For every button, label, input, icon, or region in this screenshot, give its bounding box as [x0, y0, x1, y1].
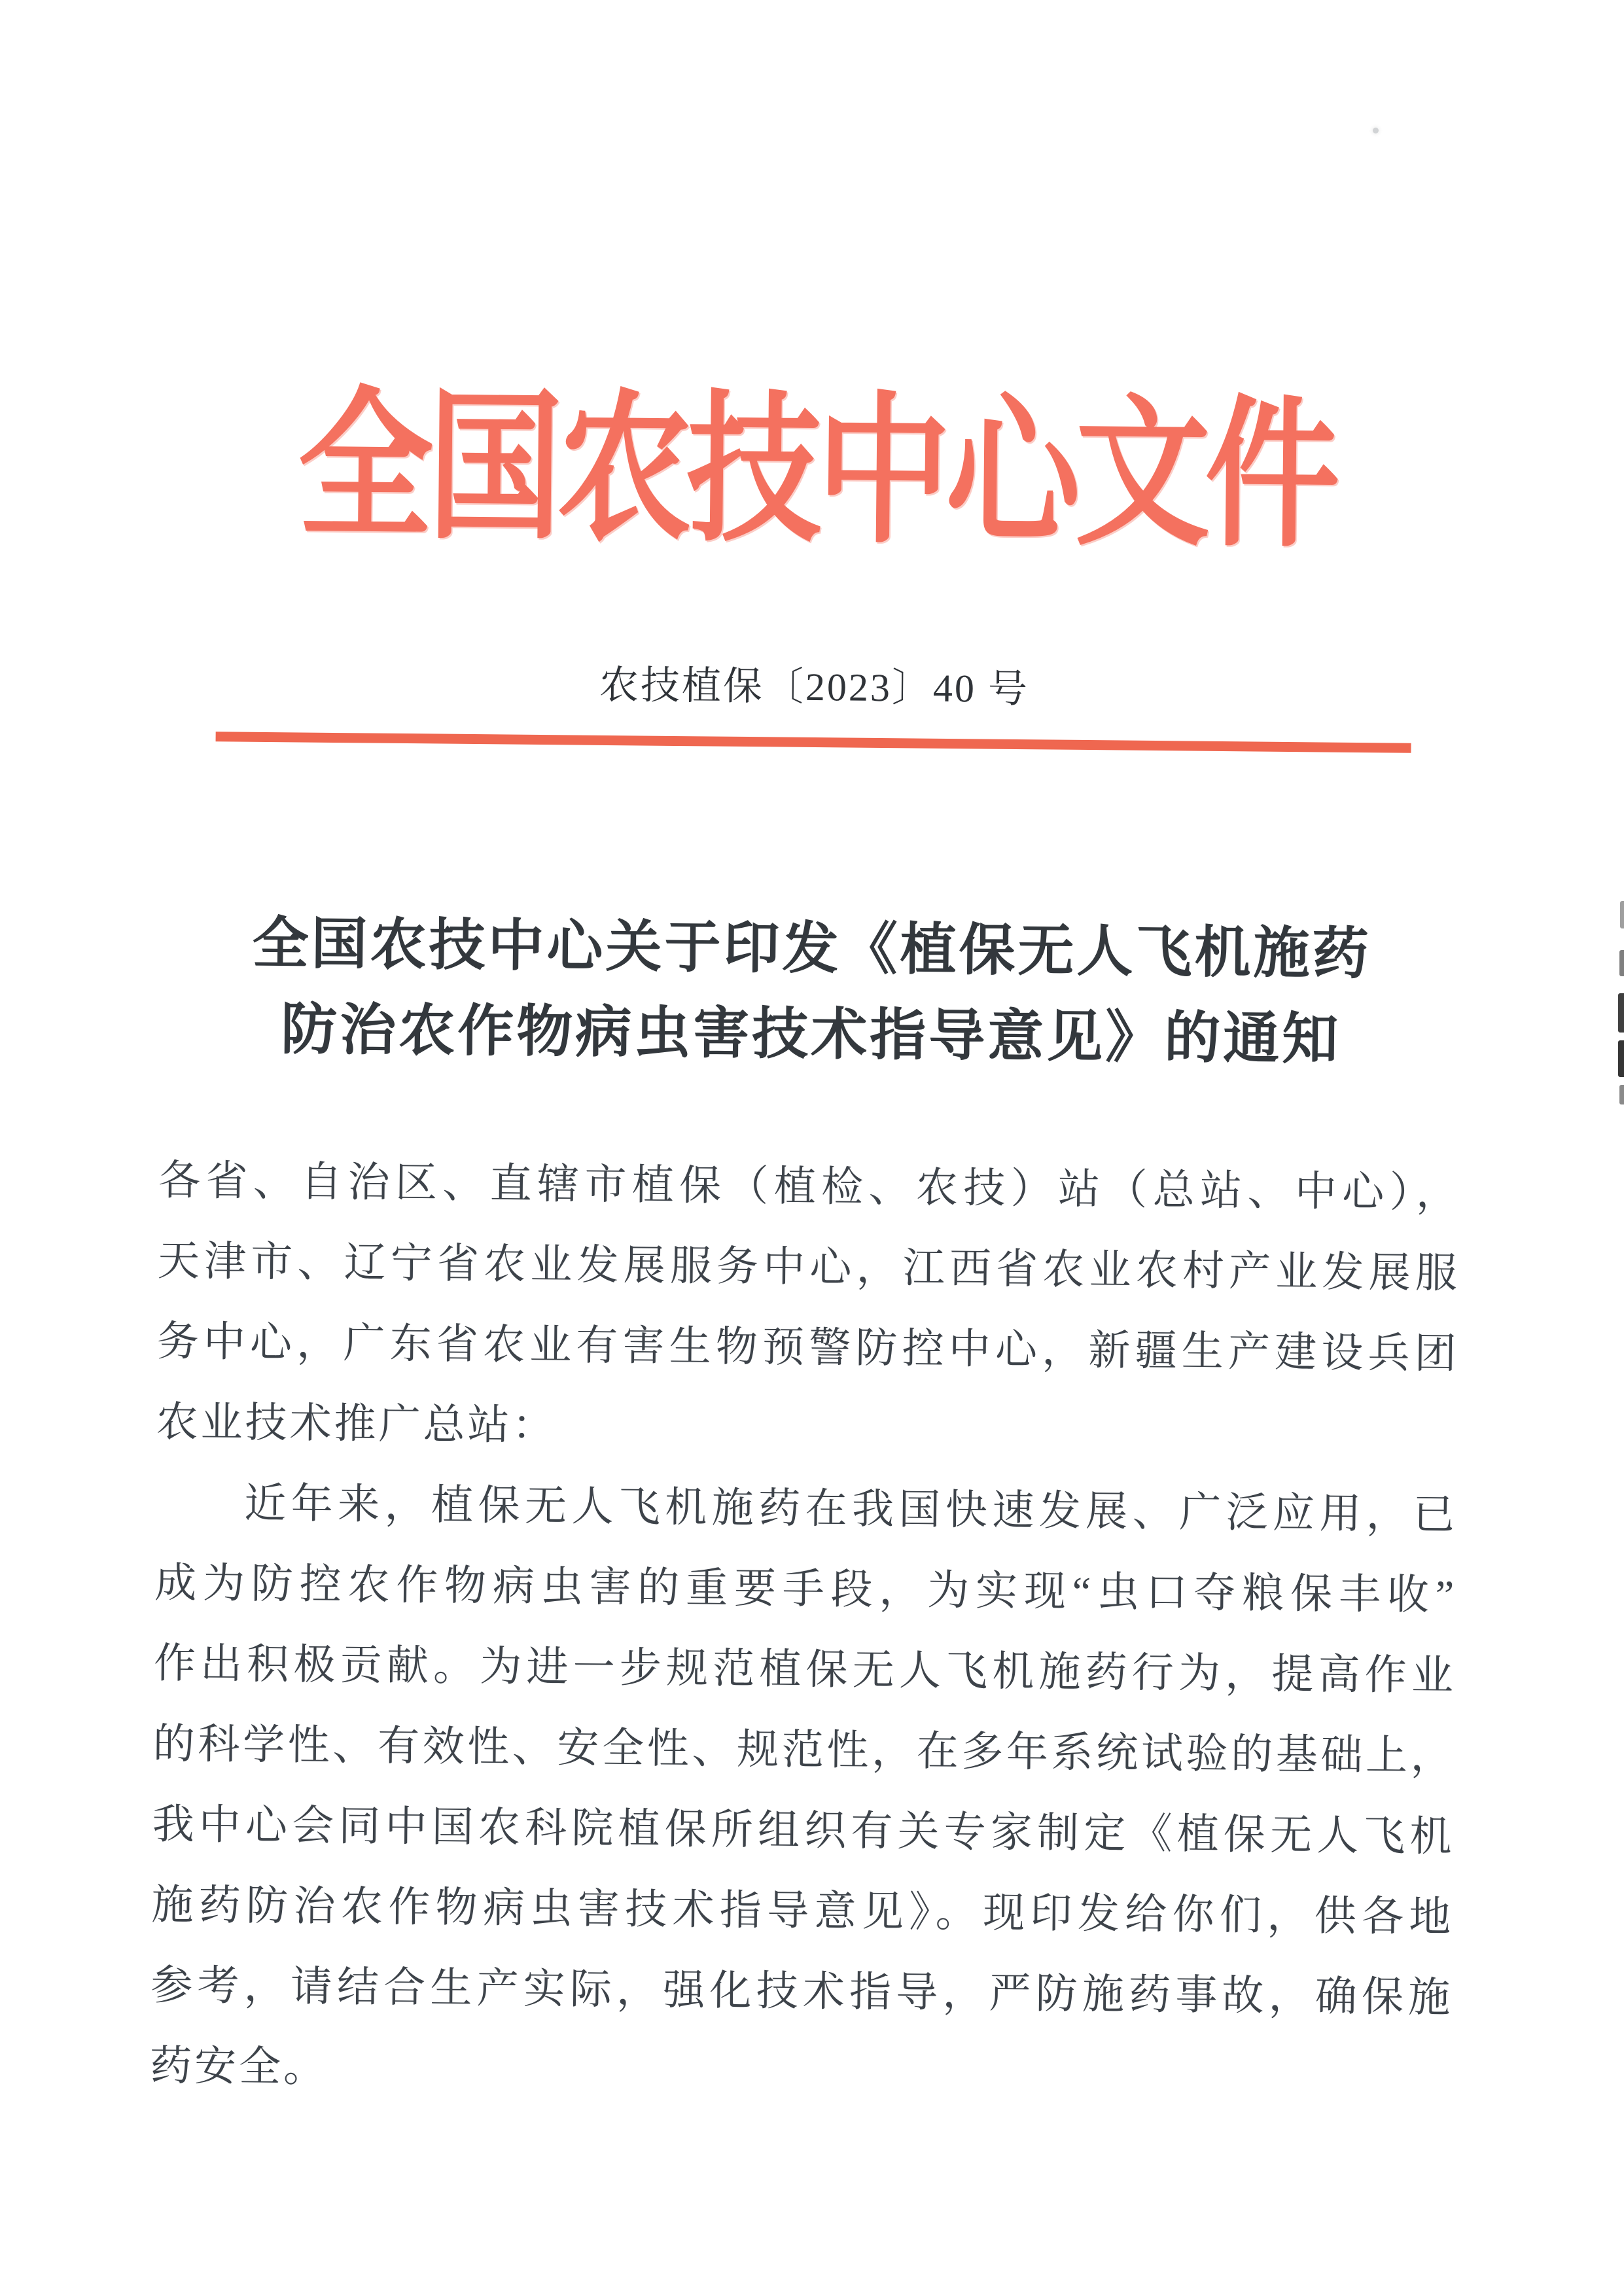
body-line: 的科学性、有效性、安全性、规范性，在多年系统试验的基础上， — [152, 1720, 1456, 1780]
binding-mark — [1618, 993, 1624, 1033]
masthead-title: 全国农技中心文件 — [297, 377, 1335, 567]
body-line: 务中心，广东省农业有害生物预警防控中心，新疆生产建设兵团 — [156, 1318, 1459, 1377]
body-line: 农业技术推广总站： — [156, 1398, 557, 1449]
subject-title — [0, 898, 1624, 1086]
binding-mark — [1620, 901, 1624, 928]
binding-mark — [1618, 1040, 1624, 1077]
binding-mark — [1619, 950, 1624, 976]
body-line: 参考，请结合生产实际，强化技术指导，严防施药事故，确保施 — [150, 1962, 1453, 2021]
scan-speck — [1373, 128, 1379, 133]
body-line: 天津市、辽宁省农业发展服务中心，江西省农业农村产业发展服 — [157, 1237, 1460, 1297]
subject-title-line-2: 防治农作物病虫害技术指导意见》的通知 — [280, 998, 1341, 1071]
red-divider-rule — [216, 732, 1411, 753]
body-text — [150, 1140, 1461, 2118]
body-line: 施药防治农作物病虫害技术指导意见》。现印发给你们，供各地 — [151, 1881, 1454, 1941]
body-line: 成为防控农作物病虫害的重要手段，为实现“虫口夺粮保丰收” — [154, 1559, 1457, 1619]
body-line: 药安全。 — [149, 2042, 328, 2091]
binding-mark — [1619, 1085, 1624, 1104]
document-number: 农技植保〔2023〕40 号 — [599, 663, 1030, 711]
body-line: 我中心会同中国农科院植保所组织有关专家制定《植保无人飞机 — [152, 1801, 1455, 1860]
body-line: 近年来，植保无人飞机施药在我国快速发展、广泛应用，已 — [244, 1479, 1458, 1538]
subject-title-line-1: 全国农技中心关于印发《植保无人飞机施药 — [252, 911, 1371, 986]
body-line: 作出积极贡献。为进一步规范植保无人飞机施药行为，提高作业 — [153, 1640, 1456, 1699]
body-line: 各省、自治区、直辖市植保（植检、农技）站（总站、中心）， — [158, 1157, 1461, 1216]
